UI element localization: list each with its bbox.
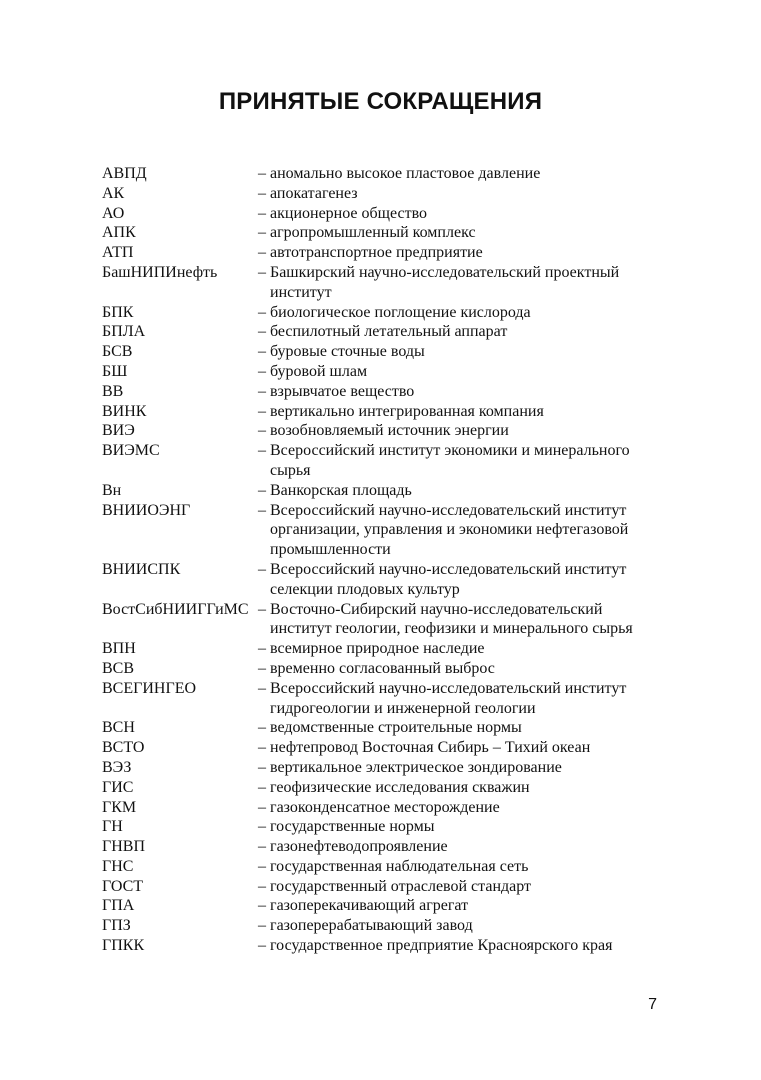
abbreviation-term: ГН [102,818,123,836]
definition-line: – вертикально интегрированная компания [270,402,544,420]
definition-line: – биологическое поглощение кислорода [270,303,531,321]
abbreviation-term: ВПН [102,640,136,658]
abbreviation-row [102,600,662,640]
definition-line: – автотранспортное предприятие [270,244,483,262]
abbreviation-term: ВСН [102,719,135,737]
abbreviation-row [102,204,662,224]
abbreviation-definition [258,817,662,837]
abbreviation-row [102,184,662,204]
definition-line: – возобновляемый источник энергии [270,422,509,440]
abbreviation-row [102,798,662,818]
abbreviation-list [102,164,662,956]
abbreviation-definition [258,837,662,857]
abbreviation-definition [258,798,662,818]
definition-line: организации, управления и экономики нефтегазовой [270,521,629,539]
abbreviation-row [102,837,662,857]
abbreviation-row [102,896,662,916]
definition-line: – беспилотный летательный аппарат [270,323,508,341]
abbreviation-row [102,877,662,897]
abbreviation-row [102,501,662,560]
abbreviation-definition [258,659,662,679]
abbreviation-row [102,659,662,679]
abbreviation-term: ГПКК [102,937,145,955]
definition-line: – ведомственные строительные нормы [270,719,522,737]
abbreviation-row [102,362,662,382]
abbreviation-row [102,679,662,719]
abbreviation-term: Вн [102,481,122,499]
definition-line: – вертикальное электрическое зондирование [270,758,562,776]
abbreviation-definition [258,303,662,323]
abbreviation-definition [258,204,662,224]
abbreviation-term: ГНС [102,857,134,875]
abbreviation-definition [258,342,662,362]
abbreviation-term: ГИС [102,778,134,796]
abbreviation-definition [258,718,662,738]
abbreviation-term: БСВ [102,343,133,361]
abbreviation-definition [258,778,662,798]
definition-line: – Башкирский научно-исследовательский проектный [270,263,620,281]
abbreviation-term: ВИНК [102,402,147,420]
abbreviation-term: БашНИПИнефть [102,263,218,281]
abbreviation-term: ВНИИСПК [102,560,181,578]
definition-line: – агропромышленный комплекс [270,224,476,242]
abbreviation-definition [258,501,662,560]
abbreviation-row [102,758,662,778]
abbreviation-row [102,817,662,837]
abbreviation-definition [258,223,662,243]
abbreviation-term: ВИЭ [102,422,135,440]
definition-line: – Восточно-Сибирский научно-исследовательский [270,600,603,618]
definition-line: – газоперерабатывающий завод [270,917,473,935]
abbreviation-definition [258,936,662,956]
definition-line: – государственный отраслевой стандарт [270,877,532,895]
abbreviation-row [102,164,662,184]
abbreviation-row [102,481,662,501]
abbreviation-definition [258,916,662,936]
abbreviation-definition [258,402,662,422]
abbreviation-term: ГПЗ [102,917,131,935]
abbreviation-term: БШ [102,362,128,380]
abbreviation-definition [258,679,662,719]
abbreviation-definition [258,758,662,778]
abbreviation-row [102,857,662,877]
definition-line: – Всероссийский институт экономики и минерального [270,442,630,460]
definition-line: сырья [270,461,311,479]
abbreviation-term: АТП [102,244,134,262]
definition-line: – государственное предприятие Красноярского края [270,937,613,955]
abbreviation-row [102,639,662,659]
abbreviation-term: ВЭЗ [102,758,132,776]
definition-line: – газоперекачивающий агрегат [270,897,469,915]
abbreviation-term: ГОСТ [102,877,144,895]
definition-line: – всемирное природное наследие [270,640,485,658]
abbreviation-definition [258,738,662,758]
definition-line: – временно согласованный выброс [270,659,495,677]
definition-line: – буровой шлам [270,362,368,380]
definition-line: – государственные нормы [270,818,435,836]
abbreviation-row [102,778,662,798]
abbreviation-definition [258,421,662,441]
definition-line: – аномально высокое пластовое давление [270,165,541,182]
abbreviation-definition [258,639,662,659]
abbreviation-row [102,718,662,738]
abbreviation-term: ВСТО [102,739,145,757]
abbreviation-definition [258,362,662,382]
abbreviation-definition [258,441,662,481]
definition-line: – Ванкорская площадь [270,481,412,499]
abbreviation-term: ВВ [102,382,124,400]
definition-line: – Всероссийский научно-исследовательский институт [270,560,627,578]
definition-line: институт [270,283,332,301]
page-number: 7 [648,996,657,1013]
abbreviation-definition [258,600,662,640]
definition-line: – Всероссийский научно-исследовательский институт [270,501,627,519]
abbreviation-term: ГПА [102,897,135,915]
abbreviation-definition [258,322,662,342]
abbreviation-definition [258,184,662,204]
definition-line: – взрывчатое вещество [270,382,415,400]
abbreviation-term: ВНИИОЭНГ [102,501,191,519]
definition-line: – буровые сточные воды [270,343,425,361]
definition-line: – апокатагенез [270,184,358,202]
abbreviation-row [102,441,662,481]
abbreviation-row [102,560,662,600]
abbreviation-term: ВСВ [102,659,135,677]
definition-line: – нефтепровод Восточная Сибирь – Тихий океан [270,739,591,757]
abbreviation-row [102,421,662,441]
definition-line: институт геологии, геофизики и минерального сырья [270,620,633,638]
abbreviation-definition [258,877,662,897]
definition-line: – газоконденсатное месторождение [270,798,500,816]
abbreviation-term: АО [102,204,125,222]
abbreviation-definition [258,481,662,501]
abbreviation-row [102,402,662,422]
abbreviation-row [102,263,662,303]
abbreviation-definition [258,382,662,402]
abbreviation-definition [258,857,662,877]
abbreviation-term: АК [102,184,125,202]
abbreviation-term: ВСЕГИНГЕО [102,679,197,697]
definition-line: гидрогеологии и инженерной геологии [270,699,536,717]
abbreviation-term: ВИЭМС [102,442,160,460]
abbreviation-term: АВПД [102,165,147,182]
definition-line: – Всероссийский научно-исследовательский институт [270,679,627,697]
abbreviation-row [102,738,662,758]
abbreviation-definition [258,896,662,916]
definition-line: – газонефтеводопроявление [270,838,448,856]
abbreviation-definition [258,243,662,263]
abbreviation-term: БПЛА [102,323,146,341]
abbreviation-term: БПК [102,303,134,321]
abbreviation-row [102,223,662,243]
abbreviation-row [102,243,662,263]
abbreviation-row [102,382,662,402]
abbreviation-row [102,916,662,936]
definition-line: – геофизические исследования скважин [270,778,530,796]
abbreviation-definition [258,164,662,184]
page-title: ПРИНЯТЫЕ СОКРАЩЕНИЯ [218,88,543,115]
abbreviation-row [102,303,662,323]
abbreviation-term: ГНВП [102,838,146,856]
definition-line: – государственная наблюдательная сеть [270,857,529,875]
abbreviation-row [102,322,662,342]
abbreviation-row [102,342,662,362]
abbreviation-term: АПК [102,224,136,242]
abbreviation-term: ГКМ [102,798,137,816]
definition-line: промышленности [270,541,391,559]
abbreviation-row [102,936,662,956]
definition-line: – акционерное общество [270,204,428,222]
definition-line: селекции плодовых культур [270,580,460,598]
abbreviation-definition [258,560,662,600]
abbreviation-term: ВостСибНИИГГиМС [102,600,249,618]
abbreviation-definition [258,263,662,303]
